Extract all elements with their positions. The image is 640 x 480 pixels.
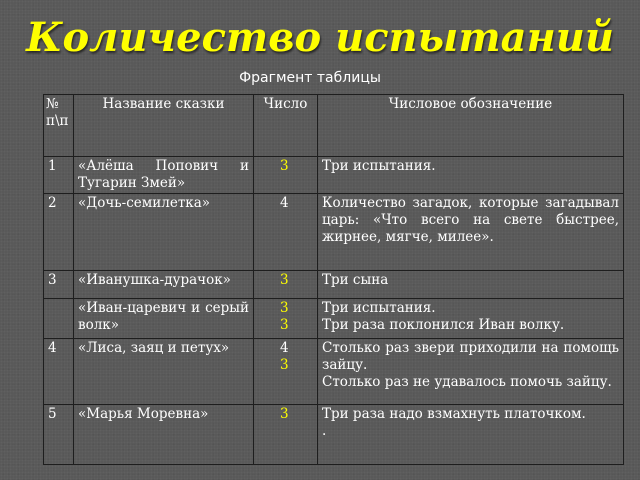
count-value: 3 [254,271,318,299]
row-num: 5 [44,405,74,465]
count-value: 4 3 [254,339,318,405]
count-value: 3 [254,405,318,465]
count-description: Количество загадок, которые загадывал царь: «Что всего на свете быстрее, жирнее, мягче, милее». [318,194,624,271]
table-row [44,339,624,405]
tale-name: «Алёша Попович и Тугарин Змей» [74,157,254,194]
tale-name: «Дочь-семилетка» [74,194,254,271]
count-description: Столько раз звери приходили на помощь зайцу. Столько раз не удавалось помочь зайцу. [318,339,624,405]
row-num: 3 [44,271,74,299]
tale-name: «Иван-царевич и серый волк» [74,299,254,339]
slide-subtitle: Фрагмент таблицы [239,70,381,86]
row-num: 1 [44,157,74,194]
count-description: Три сына [318,271,624,299]
count-value: 4 [254,194,318,271]
table-row [44,157,624,194]
count-description: Три испытания. Три раза поклонился Иван волку. [318,299,624,339]
count-description: Три раза надо взмахнуть платочком. . [318,405,624,465]
row-num: 4 [44,339,74,405]
header-name: Название сказки [74,95,254,157]
count-value: 3 3 [254,299,318,339]
tale-name: «Иванушка-дурачок» [74,271,254,299]
table-row [44,299,624,339]
table-row [44,194,624,271]
table-row [44,271,624,299]
tale-name: «Лиса, заяц и петух» [74,339,254,405]
slide-title: Количество испытаний [26,14,614,61]
tales-table [43,94,624,465]
header-num: № п\п [44,95,74,157]
row-num: 2 [44,194,74,271]
header-row [44,95,624,157]
count-description: Три испытания. [318,157,624,194]
header-desc: Числовое обозначение [318,95,624,157]
header-count: Число [254,95,318,157]
tale-name: «Марья Моревна» [74,405,254,465]
count-value: 3 [254,157,318,194]
row-num [44,299,74,339]
table-row [44,405,624,465]
